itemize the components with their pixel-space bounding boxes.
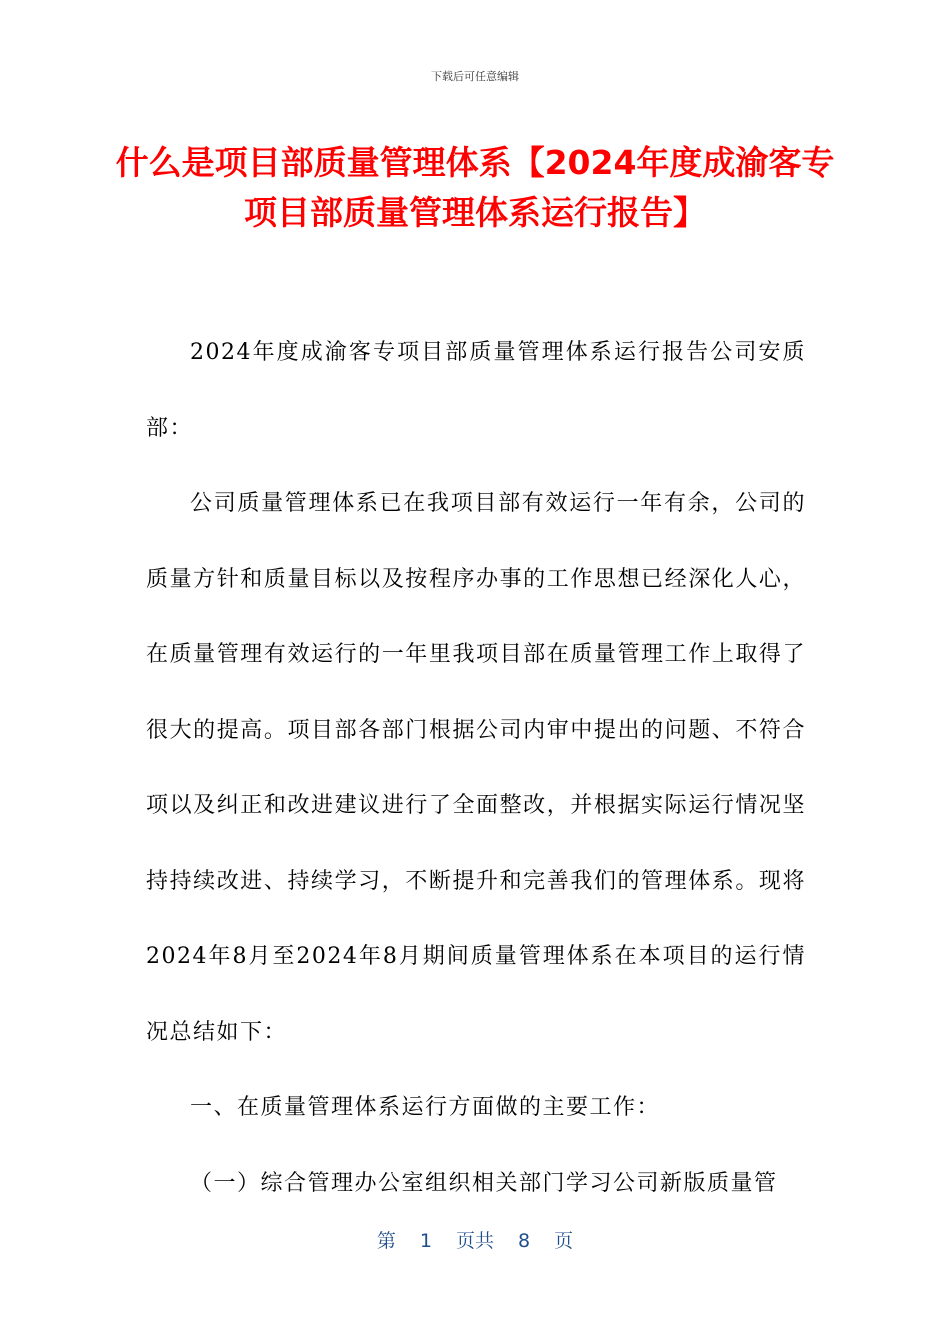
document-body [146, 315, 806, 1221]
document-title: 什么是项目部质量管理体系【2024年度成渝客专项目部质量管理体系运行报告】 [115, 143, 835, 232]
subsection-heading: （一）综合管理办公室组织相关部门学习公司新版质量管 [190, 1170, 778, 1196]
page-number: 第 1 页共 8 页 [376, 1230, 574, 1252]
header-note: 下载后可任意编辑 [431, 70, 519, 83]
paragraph-intro: 2024年度成渝客专项目部质量管理体系运行报告公司安质部： [146, 340, 806, 441]
section-heading: 一、在质量管理体系运行方面做的主要工作： [190, 1095, 661, 1120]
paragraph-summary: 公司质量管理体系已在我项目部有效运行一年有余，公司的质量方针和质量目标以及按程序办事的工作思想已经深化人心，在质量管理有效运行的一年里我项目部在质量管理工作上取得了很大的提高。项目部各部门根据公司内审中提出的问题、不符合项以及纠正和改进建议进行了全面整改，并根据实际运行情况坚持持续改进、持续学习，不断提升和完善我们的管理体系。现将2024年8月至2024年8月期间质量管理体系在本项目的运行情况总结如下： [146, 491, 806, 1045]
